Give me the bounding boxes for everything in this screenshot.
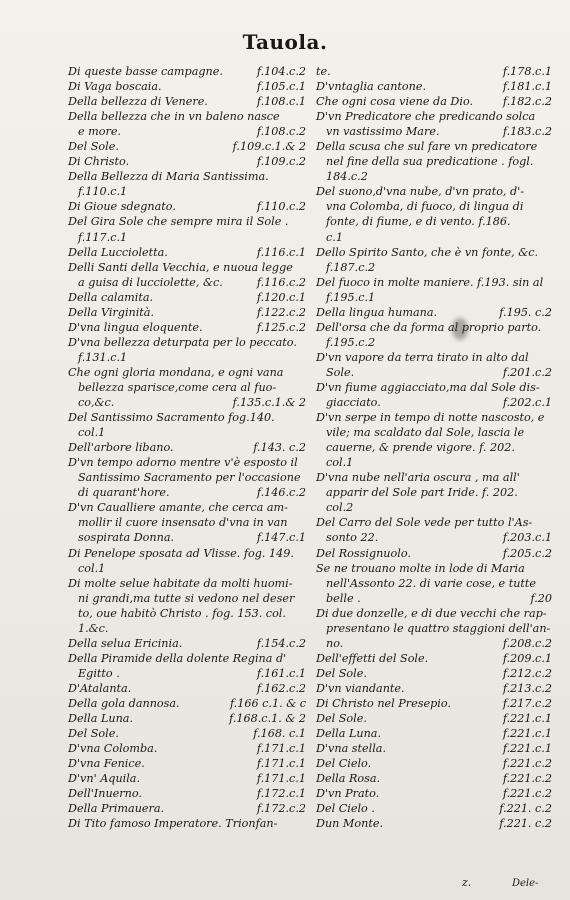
entry-page-ref: f.110.c.2	[256, 200, 306, 214]
index-entry	[316, 410, 552, 470]
index-entry	[316, 515, 552, 545]
entry-text-line: D'vn Caualliere amante, che cerca am-	[68, 501, 288, 515]
entry-text-line: Dello Spirito Santo, che è vn fonte, &c.	[316, 245, 539, 259]
index-entry	[68, 816, 306, 831]
entry-text-line: D'vn' Aquila.	[68, 772, 141, 786]
entry-page-ref: f.109.c.1.& 2	[232, 140, 306, 154]
index-entry	[316, 64, 552, 79]
entry-page-ref: f.168. c.1	[253, 727, 306, 741]
index-column-left	[68, 64, 306, 831]
entry-text-line: Della Bellezza di Maria Santissima.	[68, 170, 269, 184]
entry-text-line: vile; ma scaldato dal Sole, lascia le	[326, 426, 525, 440]
entry-page-ref: f.143. c.2	[253, 441, 306, 455]
entry-text-line: D'vna nube nell'aria oscura , ma all'	[316, 471, 520, 485]
entry-page-ref: f.183.c.2	[502, 125, 552, 139]
index-entry	[316, 245, 552, 275]
index-entry	[68, 335, 306, 365]
entry-text-line: Del Sole.	[316, 712, 367, 726]
index-entry	[68, 696, 306, 711]
ink-smudge	[452, 318, 468, 340]
index-entry	[68, 365, 306, 410]
entry-text-line: D'vn vapore da terra tirato in alto dal	[316, 350, 529, 364]
entry-page-ref: f.178.c.1	[502, 65, 552, 78]
index-entry	[316, 320, 552, 350]
entry-page-ref: f.208.c.2	[502, 636, 552, 650]
entry-text-line: f.187.c.2	[326, 260, 376, 274]
entry-text-line: Della Luna.	[68, 712, 134, 726]
index-entry	[316, 726, 552, 741]
entry-text-line: col.1	[326, 456, 354, 470]
index-entry	[316, 350, 552, 380]
entry-text-line: Della bellezza che in vn baleno nasce	[68, 110, 280, 124]
entry-text-line: Dell'Inuerno.	[68, 787, 142, 801]
entry-text-line: 1.&c.	[78, 621, 109, 635]
entry-page-ref: f.171.c.1	[256, 742, 306, 756]
index-entry	[316, 94, 552, 109]
entry-text-line: Dell'effetti del Sole.	[316, 651, 429, 665]
entry-text-line: Che ogni cosa viene da Dio.	[316, 95, 474, 109]
entry-page-ref: f.221.c.2	[502, 772, 552, 786]
entry-page-ref: f.108.c.1	[256, 95, 306, 109]
index-entry	[68, 64, 306, 79]
entry-text-line: Della scusa che sul fare vn predicatore	[316, 140, 538, 154]
index-entry	[68, 169, 306, 199]
entry-page-ref: f.125.c.2	[256, 320, 306, 334]
entry-text-line: Della Luccioletta.	[68, 245, 168, 259]
entry-text-line: bellezza sparisce,come cera al fuo-	[78, 380, 277, 394]
entry-text-line: Del Santissimo Sacramento fog.140.	[68, 411, 275, 425]
entry-page-ref: f.172.c.2	[256, 802, 306, 816]
entry-page-ref: f.221. c.2	[499, 817, 552, 831]
entry-text-line: Del Gira Sole che sempre mira il Sole .	[68, 215, 289, 229]
entry-text-line: Di Christo.	[68, 155, 130, 169]
entry-page-ref: f.221.c.2	[502, 757, 552, 771]
entry-text-line: f.195.c.2	[326, 335, 376, 349]
entry-page-ref: f.221.c.1	[502, 727, 552, 741]
index-entry	[68, 199, 306, 214]
entry-text-line: D'vna bellezza deturpata per lo peccato.	[68, 335, 297, 349]
entry-text-line: D'vn fiume aggiacciato,ma dal Sole dis-	[316, 380, 540, 394]
entry-text-line: D'vn serpe in tempo di notte nascosto, e	[316, 411, 545, 425]
entry-text-line: co,&c.	[78, 396, 115, 410]
entry-text-line: to, oue habitò Christo . fog. 153. col.	[78, 606, 286, 620]
index-entry	[316, 305, 552, 320]
entry-text-line: D'Atalanta.	[68, 681, 132, 695]
entry-text-line: D'vntaglia cantone.	[316, 80, 427, 94]
entry-text-line: Del fuoco in molte maniere. f.193. sin al	[316, 275, 544, 289]
entry-text-line: giacciato.	[326, 396, 381, 410]
index-entry	[68, 305, 306, 320]
index-entry	[68, 109, 306, 139]
entry-text-line: D'vna lingua eloquente.	[68, 320, 203, 334]
entry-page-ref: f.168.c.1. & 2	[229, 712, 306, 726]
index-entry	[68, 320, 306, 335]
entry-page-ref: f.146.c.2	[256, 486, 306, 500]
index-entry	[68, 214, 306, 244]
entry-text-line: no.	[326, 636, 344, 650]
entry-page-ref: f.147.c.1	[256, 531, 306, 545]
entry-page-ref: f.116.c.1	[256, 245, 306, 259]
entry-text-line: cauerne, & prende vigore. f. 202.	[326, 441, 515, 455]
index-entry	[68, 546, 306, 576]
index-entry	[316, 546, 552, 561]
entry-text-line: apparir del Sole part Iride. f. 202.	[326, 486, 518, 500]
entry-text-line: Dun Monte.	[316, 817, 384, 831]
entry-text-line: belle .	[326, 591, 361, 605]
entry-text-line: Delli Santi della Vecchia, e nuoua legge	[68, 260, 293, 274]
entry-page-ref: f.162.c.2	[256, 681, 306, 695]
entry-text-line: D'vn Predicatore che predicando solca	[316, 110, 536, 124]
entry-text-line: Della Piramide della dolente Regina d'	[68, 651, 287, 665]
entry-text-line: sospirata Donna.	[78, 531, 175, 545]
entry-text-line: f.195.c.1	[326, 290, 376, 304]
index-entry	[316, 79, 552, 94]
index-entry	[68, 500, 306, 545]
entry-text-line: Di queste basse campagne.	[68, 65, 223, 78]
entry-page-ref: f.116.c.2	[256, 275, 306, 289]
index-entry	[68, 245, 306, 260]
entry-page-ref: f.221.c.2	[502, 787, 552, 801]
index-entry	[68, 726, 306, 741]
entry-page-ref: f.104.c.2	[256, 65, 306, 78]
index-entry	[68, 741, 306, 756]
entry-text-line: Del Cielo.	[316, 757, 372, 771]
index-entry	[68, 636, 306, 651]
entry-text-line: nell'Assonto 22. di varie cose, e tutte	[326, 576, 537, 590]
entry-text-line: mollir il cuore insensato d'vna in van	[78, 516, 288, 530]
entry-text-line: D'vna stella.	[316, 742, 387, 756]
entry-text-line: Dell'orsa che da forma al proprio parto.	[316, 320, 542, 334]
entry-text-line: Del Sole.	[68, 140, 119, 154]
entry-text-line: Egitto .	[78, 666, 120, 680]
entry-text-line: col.2	[326, 501, 354, 515]
entry-text-line: col.1	[78, 561, 106, 575]
entry-text-line: Che ogni gloria mondana, e ogni vana	[68, 365, 284, 379]
entry-page-ref: f.171.c.1	[256, 772, 306, 786]
entry-text-line: vna Colomba, di fuoco, di lingua di	[326, 200, 524, 214]
entry-text-line: sonto 22.	[326, 531, 379, 545]
entry-page-ref: f.221. c.2	[499, 802, 552, 816]
entry-text-line: ni grandi,ma tutte si vedono nel deser	[78, 591, 295, 605]
entry-text-line: vn vastissimo Mare.	[326, 125, 440, 139]
entry-page-ref: f.171.c.1	[256, 757, 306, 771]
entry-text-line: Sole.	[326, 365, 355, 379]
entry-text-line: Del Sole.	[316, 666, 367, 680]
entry-page-ref: f.212.c.2	[502, 666, 552, 680]
entry-text-line: Di Gioue sdegnato.	[68, 200, 176, 214]
catchword: Dele-	[512, 878, 539, 889]
index-entry	[316, 801, 552, 816]
index-entry	[316, 741, 552, 756]
entry-text-line: f.117.c.1	[78, 230, 128, 244]
index-entry	[316, 139, 552, 184]
entry-text-line: Di molte selue habitate da molti huomi-	[68, 576, 293, 590]
entry-text-line: Di Christo nel Presepio.	[316, 696, 451, 710]
entry-text-line: f.110.c.1	[78, 185, 128, 199]
entry-page-ref: f.205.c.2	[502, 546, 552, 560]
index-entry	[68, 771, 306, 786]
index-entry	[68, 651, 306, 681]
index-entry	[68, 79, 306, 94]
index-entry	[316, 756, 552, 771]
index-entry	[316, 275, 552, 305]
index-entry	[68, 455, 306, 500]
index-entry	[316, 380, 552, 410]
index-entry	[68, 139, 306, 154]
entry-text-line: Della gola dannosa.	[68, 696, 180, 710]
entry-text-line: Della Rosa.	[316, 772, 381, 786]
entry-text-line: Del Sole.	[68, 727, 119, 741]
index-entry	[68, 440, 306, 455]
entry-text-line: D'vna Fenice.	[68, 757, 145, 771]
index-entry	[316, 606, 552, 651]
index-entry	[316, 666, 552, 681]
index-entry	[68, 410, 306, 440]
entry-page-ref: f.181.c.1	[502, 80, 552, 94]
entry-page-ref: f.120.c.1	[256, 290, 306, 304]
entry-page-ref: f.202.c.1	[502, 396, 552, 410]
entry-text-line: Di Penelope sposata ad Vlisse. fog. 149.	[68, 546, 294, 560]
entry-text-line: D'vn viandante.	[316, 681, 405, 695]
entry-text-line: Della selua Ericinia.	[68, 636, 183, 650]
entry-text-line: te.	[316, 65, 331, 78]
entry-text-line: Del Carro del Sole vede per tutto l'As-	[316, 516, 533, 530]
index-column-right	[316, 64, 552, 831]
entry-page-ref: f.213.c.2	[502, 681, 552, 695]
entry-text-line: Della calamita.	[68, 290, 154, 304]
entry-text-line: Del suono,d'vna nube, d'vn prato, d'-	[316, 185, 525, 199]
entry-page-ref: f.109.c.2	[256, 155, 306, 169]
entry-page-ref: f.195. c.2	[499, 305, 552, 319]
index-entry	[316, 109, 552, 139]
entry-page-ref: f.154.c.2	[256, 636, 306, 650]
entry-text-line: Del Rossignuolo.	[316, 546, 411, 560]
index-entry	[316, 184, 552, 244]
entry-text-line: a guisa di lucciolette, &c.	[78, 275, 223, 289]
entry-text-line: di quarant'hore.	[78, 486, 170, 500]
index-entry	[68, 290, 306, 305]
entry-text-line: D'vna Colomba.	[68, 742, 158, 756]
entry-page-ref: f.135.c.1.& 2	[232, 396, 306, 410]
entry-text-line: nel fine della sua predicatione . fogl.	[326, 155, 534, 169]
entry-text-line: Santissimo Sacramento per l'occasione	[78, 471, 301, 485]
entry-page-ref: f.122.c.2	[256, 305, 306, 319]
entry-text-line: D'vn Prato.	[316, 787, 380, 801]
entry-text-line: 184.c.2	[326, 170, 368, 184]
entry-page-ref: f.161.c.1	[256, 666, 306, 680]
entry-page-ref: f.172.c.1	[256, 787, 306, 801]
index-entry	[316, 786, 552, 801]
index-entry	[316, 561, 552, 606]
index-entry	[316, 696, 552, 711]
entry-page-ref: f.217.c.2	[502, 696, 552, 710]
index-entry	[68, 94, 306, 109]
entry-text-line: Di Vaga boscaia.	[68, 80, 162, 94]
entry-text-line: Della Luna.	[316, 727, 382, 741]
index-entry	[68, 756, 306, 771]
entry-text-line: Se ne trouano molte in lode di Maria	[316, 561, 525, 575]
index-entry	[316, 771, 552, 786]
page-title: Tauola.	[242, 30, 328, 54]
entry-text-line: col.1	[78, 426, 106, 440]
entry-page-ref: f.20	[530, 591, 552, 605]
entry-text-line: Di Tito famoso Imperatore. Trionfan-	[68, 817, 278, 831]
entry-text-line: Di due donzelle, e di due vecchi che rap-	[316, 606, 547, 620]
entry-page-ref: f.105.c.1	[256, 80, 306, 94]
entry-page-ref: f.166 c.1. & c	[229, 696, 306, 710]
entry-text-line: presentano le quattro staggioni dell'an-	[326, 621, 551, 635]
entry-page-ref: f.221.c.1	[502, 742, 552, 756]
entry-text-line: Della bellezza di Venere.	[68, 95, 208, 109]
index-entry	[316, 651, 552, 666]
entry-page-ref: f.203.c.1	[502, 531, 552, 545]
index-entry	[316, 816, 552, 831]
index-entry	[68, 154, 306, 169]
index-entry	[68, 801, 306, 816]
index-entry	[316, 681, 552, 696]
entry-text-line: Della lingua humana.	[316, 305, 438, 319]
entry-text-line: f.131.c.1	[78, 350, 128, 364]
index-entry	[68, 681, 306, 696]
entry-text-line: c.1	[326, 230, 343, 244]
entry-page-ref: f.108.c.2	[256, 125, 306, 139]
entry-text-line: Dell'arbore libano.	[68, 441, 174, 455]
entry-page-ref: f.209.c.1	[502, 651, 552, 665]
index-entry	[316, 470, 552, 515]
entry-text-line: D'vn tempo adorno mentre v'è esposto il	[68, 456, 298, 470]
index-entry	[68, 576, 306, 636]
index-entry	[68, 260, 306, 290]
index-entry	[68, 711, 306, 726]
entry-text-line: e more.	[78, 125, 122, 139]
index-entry	[68, 786, 306, 801]
signature-mark: z.	[462, 876, 472, 889]
entry-page-ref: f.221.c.1	[502, 712, 552, 726]
index-entry	[316, 711, 552, 726]
entry-text-line: Del Cielo .	[316, 802, 375, 816]
entry-page-ref: f.201.c.2	[502, 365, 552, 379]
entry-page-ref: f.182.c.2	[502, 95, 552, 109]
entry-text-line: Della Virginità.	[68, 305, 155, 319]
entry-text-line: Della Primauera.	[68, 802, 165, 816]
entry-text-line: fonte, di fiume, e di vento. f.186.	[326, 215, 511, 229]
